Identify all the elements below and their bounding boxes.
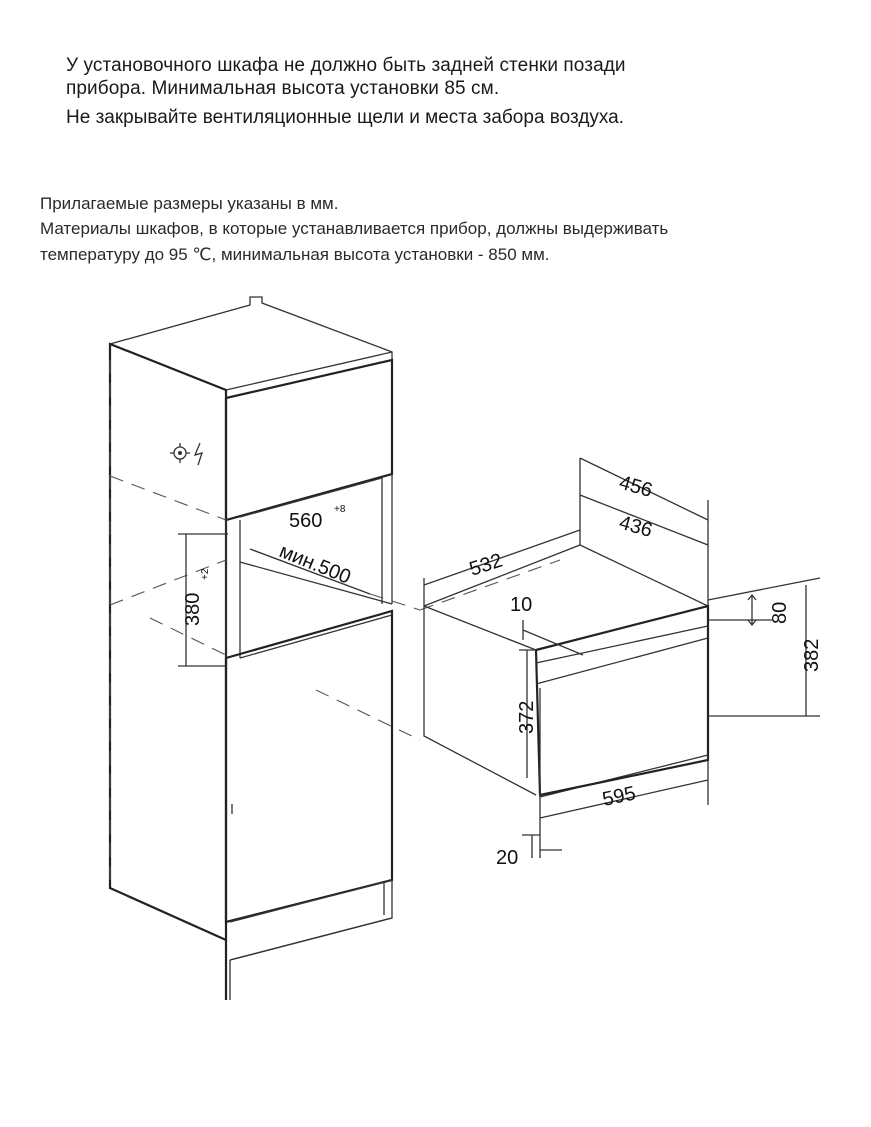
dim-front-20: 20: [496, 847, 519, 869]
niche-dimensions: [178, 534, 560, 666]
dim-niche-width-tol: +8: [334, 504, 346, 515]
ventilation-note: Не закрывайте вентиляционные щели и места забора воздуха.: [66, 107, 625, 128]
dim-side-532: 532: [466, 549, 506, 581]
dim-panel-80: 80: [769, 601, 791, 624]
dim-niche-width: 560: [289, 510, 323, 532]
note-line-5: Материалы шкафов, в которые устанавливается прибор, должны выдерживать: [40, 219, 669, 238]
dim-niche-height-tol: +2: [200, 568, 211, 580]
dim-niche-height: 380: [182, 592, 204, 626]
note-line-2: прибора. Минимальная высота установки 85 см.: [66, 78, 500, 99]
dim-total-382: 382: [801, 638, 823, 672]
dim-front-595: 595: [600, 782, 638, 811]
note-line-6: температуру до 95 ℃, минимальная высота установки - 850 мм.: [40, 245, 550, 264]
tall-cabinet: [110, 297, 420, 1000]
dim-niche-depth: мин.500: [276, 540, 354, 589]
dim-front-372: 372: [516, 700, 538, 734]
power-connection-icon: [170, 443, 202, 465]
dim-offset-10: 10: [510, 594, 533, 616]
dim-depth-456: 456: [616, 471, 655, 503]
note-line-1: У установочного шкафа не должно быть задней стенки позади: [66, 55, 626, 76]
dimensions-note: Прилагаемые размеры указаны в мм.: [40, 194, 339, 213]
dim-depth-436: 436: [616, 511, 655, 543]
